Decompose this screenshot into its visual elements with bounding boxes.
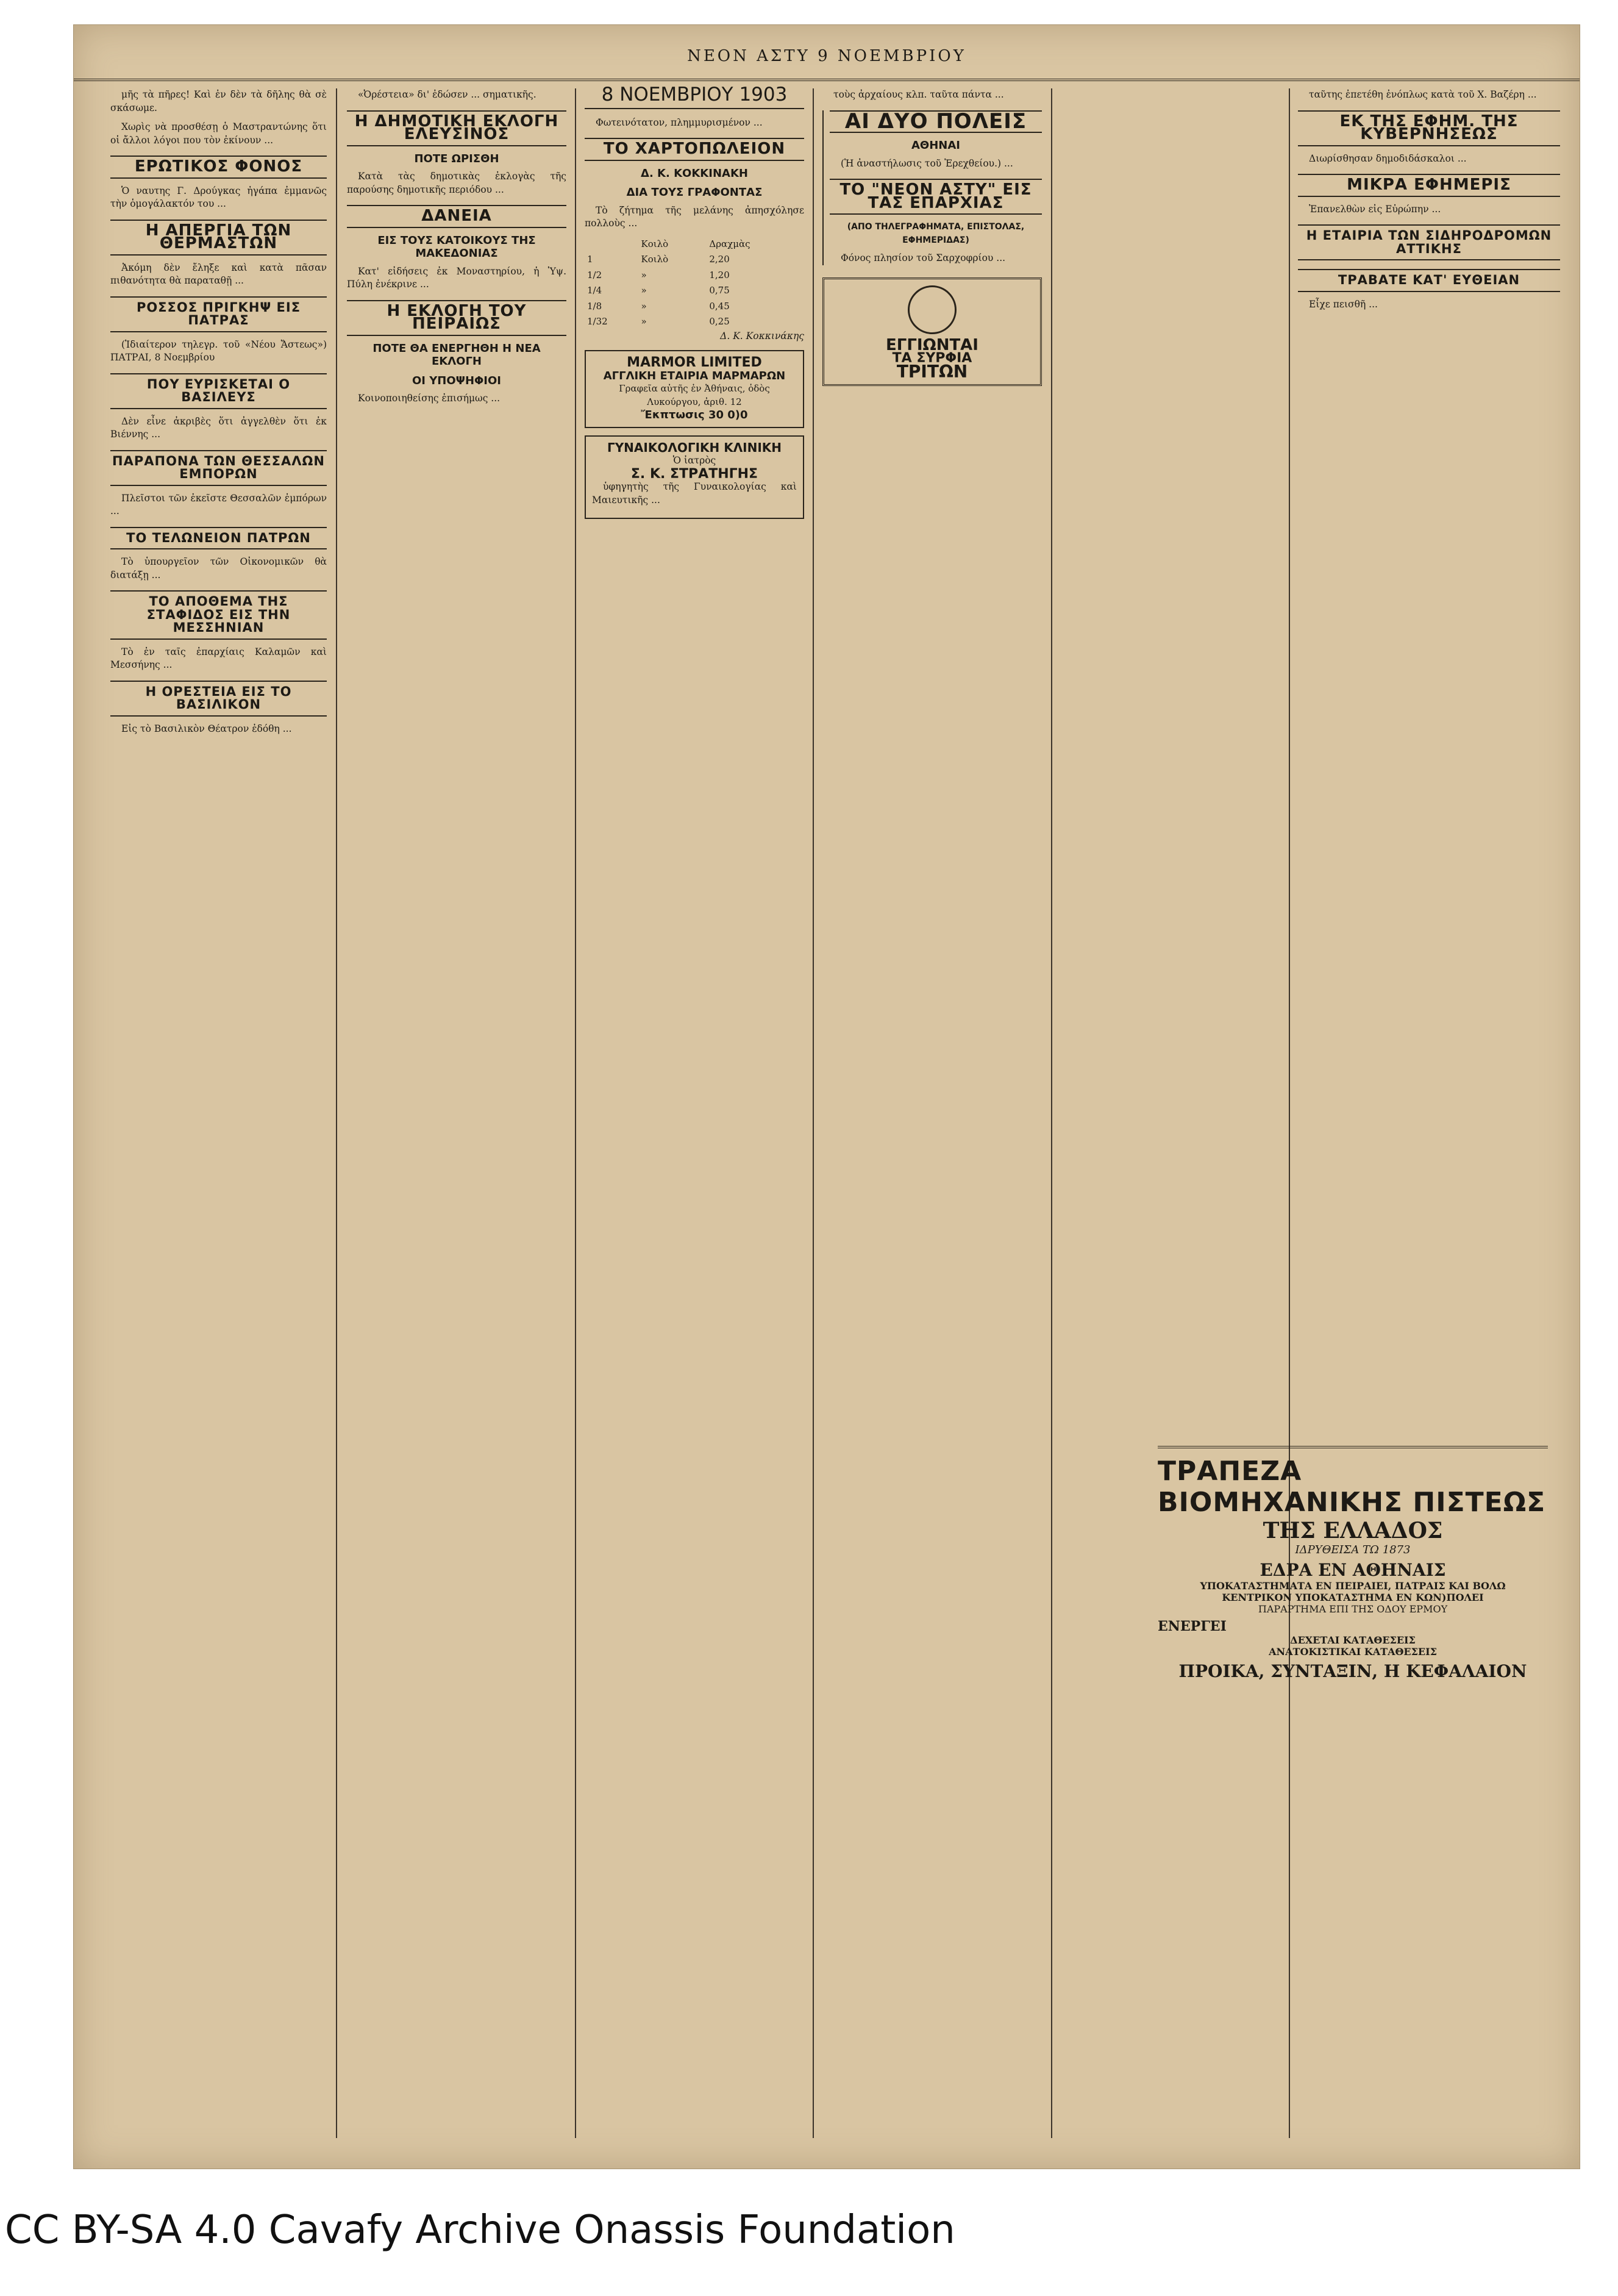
- table-cell: »: [641, 300, 647, 312]
- headline: ΤΟ ΤΕΛΩΝΕΙΟΝ ΠΑΤΡΩΝ: [110, 527, 327, 550]
- bank-branches: ΥΠΟΚΑΤΑΣΤΗΜΑΤΑ ΕΝ ΠΕΙΡΑΙΕΙ, ΠΑΤΡΑΙΣ ΚΑΙ ΒΟΛΩ: [1200, 1580, 1506, 1592]
- table-cell: 0,45: [709, 300, 730, 312]
- newspaper-page: [73, 24, 1580, 2169]
- headline: Η ΔΗΜΟΤΙΚΗ ΕΚΛΟΓΗ ΕΛΕΥΣΙΝΟΣ: [347, 110, 566, 146]
- table-header-cell: [585, 237, 639, 252]
- subheadline: (ΑΠΟ ΤΗΛΕΓΡΑΦΗΜΑΤΑ, ΕΠΙΣΤΟΛΑΣ, ΕΦΗΜΕΡΙΔΑΣ): [847, 222, 1025, 245]
- bank-founded: ΙΔΡΥΘΕΙΣΑ ΤΩ 1873: [1295, 1543, 1411, 1556]
- article-text: ταῦτης ἐπετέθη ἐνόπλως κατὰ τοῦ Χ. Βαζέρη ...: [1309, 89, 1537, 100]
- table-row: [585, 314, 804, 330]
- article-text: μῆς τὰ πῆρες! Καὶ ἐν δὲν τὰ δῆλης θὰ σὲ σκάσωμε.: [110, 89, 327, 113]
- headline: ΔΑΝΕΙΑ: [347, 205, 566, 228]
- table-row: [585, 299, 804, 315]
- subheadline: ΔΙΑ ΤΟΥΣ ΓΡΑΦΟΝΤΑΣ: [626, 186, 763, 199]
- article-text: Κοινοποιηθείσης ἐπισήμως ...: [358, 393, 501, 404]
- article-text: Ἀκόμη δὲν ἔληξε καὶ κατὰ πᾶσαν πιθανότητα θὰ παραταθῇ ...: [110, 262, 327, 286]
- table-header-cell: Κοιλὸ: [641, 238, 669, 249]
- table-cell: Κοιλὸ: [641, 254, 669, 265]
- bank-ad: [1158, 1446, 1548, 1681]
- table-row: [585, 283, 804, 299]
- table-header-cell: Δραχμὰς: [709, 238, 750, 249]
- bank-dowry: ΠΡΟΙΚΑ, ΣΥΝΤΑΞΙΝ, Η ΚΕΦΑΛΑΙΟΝ: [1178, 1661, 1527, 1681]
- subheadline: ΑΘΗΝΑΙ: [911, 139, 960, 152]
- headline: ΤΟ ΑΠΟΘΕΜΑ ΤΗΣ ΣΤΑΦΙΔΟΣ ΕΙΣ ΤΗΝ ΜΕΣΣΗΝΙΑΝ: [110, 590, 327, 640]
- article-text: Φωτεινότατον, πλημμυρισμένον ...: [596, 116, 763, 128]
- subheadline: ΠΟΤΕ ΘΑ ΕΝΕΡΓΗΘΗ Η ΝΕΑ ΕΚΛΟΓΗ: [372, 342, 541, 368]
- column-2: [347, 88, 566, 412]
- table-row: [585, 252, 804, 268]
- column-5: [1298, 88, 1560, 317]
- signature: Δ. Κ. Κοκκινάκης: [720, 330, 804, 342]
- masthead: [74, 36, 1580, 81]
- subheadline: Δ. Κ. ΚΟΚΚΙΝΑΚΗ: [641, 166, 748, 180]
- subheadline: ΟΙ ΥΠΟΨΗΦΙΟΙ: [412, 374, 502, 387]
- article-text: Φόνος πλησίον τοῦ Σαρχοφρίου ...: [841, 252, 1006, 263]
- article-text: Τὸ ἐν ταῖς ἐπαρχίαις Καλαμῶν καὶ Μεσσήνης ...: [110, 646, 327, 670]
- ad-text: Ὁ ἰατρὸς: [672, 455, 716, 466]
- license-footer: [0, 2186, 1618, 2296]
- column-rule: [1289, 88, 1290, 2138]
- headline: Η ΑΠΕΡΓΙΑ ΤΩΝ ΘΕΡΜΑΣΤΩΝ: [110, 220, 327, 256]
- subheadline: ΕΙΣ ΤΟΥΣ ΚΑΤΟΙΚΟΥΣ ΤΗΣ ΜΑΚΕΔΟΝΙΑΣ: [377, 234, 536, 260]
- two-cities-box: [822, 110, 1042, 265]
- bank-seat: ΕΔΡΑ ΕΝ ΑΘΗΝΑΙΣ: [1260, 1560, 1446, 1580]
- column-rule: [813, 88, 814, 2138]
- ad-discount: Ἔκπτωσις 30 0)0: [641, 409, 748, 421]
- headline: ΕΡΩΤΙΚΟΣ ΦΟΝΟΣ: [110, 156, 327, 179]
- article-text: Ὁ ναυτης Γ. Δρούγκας ἠγάπα ἐμμανῶς τὴν ὁμογάλακτόν του ...: [110, 185, 327, 209]
- article-text: Πλεῖστοι τῶν ἐκεῖστε Θεσσαλῶν ἐμπόρων ...: [110, 492, 327, 517]
- article-text: Ἐπανελθὼν εἰς Εὐρώπην ...: [1309, 203, 1441, 215]
- ad-text: ΕΓΓΙΩΝΤΑΙ: [886, 335, 978, 354]
- article-text: Κατ' εἰδήσεις ἐκ Μοναστηρίου, ἡ Ὑψ. Πύλη ἐνέκρινε ...: [347, 265, 566, 290]
- table-cell: »: [641, 285, 647, 296]
- article-text: Χωρὶς νὰ προσθέσῃ ὁ Μαστραντώνης ὅτι οἱ ἄλλοι λόγοι που τὸν ἐκίνουν ...: [110, 121, 327, 146]
- table-cell: 1/2: [587, 269, 602, 281]
- headline: ΠΟΥ ΕΥΡΙΣΚΕΤΑΙ Ο ΒΑΣΙΛΕΥΣ: [110, 373, 327, 409]
- ad-subtitle: ΑΓΓΛΙΚΗ ΕΤΑΙΡΙΑ ΜΑΡΜΑΡΩΝ: [603, 369, 786, 382]
- ad-title: ΓΥΝΑΙΚΟΛΟΓΙΚΗ ΚΛΙΝΙΚΗ: [607, 440, 782, 455]
- license-text: CC BY-SA 4.0 Cavafy Archive Onassis Foundation: [5, 2208, 955, 2253]
- article-text: Δὲν εἶνε ἀκριβὲς ὅτι ἀγγελθὲν ὅτι ἐκ Βιέννης ...: [110, 415, 327, 440]
- table-cell: »: [641, 269, 647, 281]
- bank-deposits: ΔΕΧΕΤΑΙ ΚΑΤΑΘΕΣΕΙΣ: [1290, 1634, 1416, 1646]
- marmor-ad: [585, 350, 804, 428]
- headline: ΕΚ ΤΗΣ ΕΦΗΜ. ΤΗΣ ΚΥΒΕΡΝΗΣΕΩΣ: [1298, 110, 1560, 146]
- article-text: Τὸ ὑπουργεῖον τῶν Οἰκονομικῶν θὰ διατάξῃ ...: [110, 556, 327, 581]
- article-text: «Ὀρέστεια» δι' ἐδώσεν ... σηματικῆς.: [358, 89, 536, 100]
- table-cell: »: [641, 316, 647, 327]
- column-rule: [1051, 88, 1052, 2138]
- triton-ad: [822, 277, 1042, 387]
- headline: Η ΕΤΑΙΡΙΑ ΤΩΝ ΣΙΔΗΡΟΔΡΟΜΩΝ ΑΤΤΙΚΗΣ: [1298, 224, 1560, 260]
- table-row: [585, 268, 804, 284]
- ad-text: ΤΑ ΣΥΡΦΙΑ: [892, 351, 972, 366]
- triton-emblem-icon: [908, 285, 957, 334]
- article-text: Κατὰ τὰς δημοτικὰς ἐκλογὰς τῆς παρούσης δημοτικῆς περιόδου ...: [347, 171, 566, 195]
- column-rule: [336, 88, 337, 2138]
- table-cell: 2,20: [709, 254, 730, 265]
- bank-annex: ΠΑΡΑΡΤΗΜΑ ΕΠΙ ΤΗΣ ΟΔΟΥ ΕΡΜΟΥ: [1258, 1603, 1448, 1615]
- article-text: (Ἡ ἀναστήλωσις τοῦ Ἐρεχθείου.) ...: [841, 157, 1013, 169]
- table-cell: 0,25: [709, 316, 730, 327]
- table-cell: 1: [587, 254, 593, 265]
- article-text: Τὸ ζήτημα τῆς μελάνης ἀπησχόλησε πολλοὺς ...: [585, 204, 804, 229]
- clinic-ad: [585, 435, 804, 520]
- column-4: [822, 88, 1042, 386]
- headline: ΡΟΣΣΟΣ ΠΡΙΓΚΗΨ ΕΙΣ ΠΑΤΡΑΣ: [110, 296, 327, 332]
- ad-title: ΤΡΙΤΩΝ: [896, 361, 968, 382]
- bank-compound-deposits: ΑΝΑΤΟΚΙΣΤΙΚΑΙ ΚΑΤΑΘΕΣΕΙΣ: [1269, 1646, 1437, 1658]
- article-text: τοὺς ἀρχαίους κλπ. ταῦτα πάντα ...: [833, 89, 1004, 100]
- ad-text: ὑφηγητὴς τῆς Γυναικολογίας καὶ Μαιευτικῆς ...: [592, 481, 797, 506]
- bank-central: ΚΕΝΤΡΙΚΟΝ ΥΠΟΚΑΤΑΣΤΗΜΑ ΕΝ ΚΩΝ)ΠΟΛΕΙ: [1222, 1592, 1484, 1603]
- ad-address: Γραφεῖα αὐτῆς ἐν Ἀθήναις, ὁδὸς Λυκούργου, ἀριθ. 12: [619, 383, 770, 407]
- table-cell: 1/32: [587, 316, 608, 327]
- date-heading: 8 ΝΟΕΜΒΡΙΟΥ 1903: [585, 88, 804, 109]
- table-cell: 1/8: [587, 300, 602, 312]
- article-text: Διωρίσθησαν δημοδιδάσκαλοι ...: [1309, 152, 1467, 164]
- column-1: [110, 88, 327, 742]
- bank-operations: ΕΝΕΡΓΕΙ: [1158, 1618, 1227, 1634]
- bank-title: ΤΡΑΠΕΖΑ ΒΙΟΜΗΧΑΝΙΚΗΣ ΠΙΣΤΕΩΣ: [1158, 1456, 1546, 1518]
- masthead-text: ΝΕΟΝ ΑΣΤΥ 9 ΝΟΕΜΒΡΙΟΥ: [687, 47, 966, 65]
- headline: ΤΟ ΧΑΡΤΟΠΩΛΕΙΟΝ: [585, 138, 804, 161]
- table-cell: 0,75: [709, 285, 730, 296]
- headline: Η ΕΚΛΟΓΗ ΤΟΥ ΠΕΙΡΑΙΩΣ: [347, 300, 566, 336]
- headline: ΑΙ ΔΥΟ ΠΟΛΕΙΣ: [830, 110, 1042, 134]
- article-text: Εἰς τὸ Βασιλικὸν Θέατρον ἐδόθη ...: [121, 723, 292, 734]
- headline: ΠΑΡΑΠΟΝΑ ΤΩΝ ΘΕΣΣΑΛΩΝ ΕΜΠΟΡΩΝ: [110, 450, 327, 486]
- table-cell: 1/4: [587, 285, 602, 296]
- headline: ΤΡΑΒΑΤΕ ΚΑΤ' ΕΥΘΕΙΑΝ: [1298, 269, 1560, 292]
- column-3: [585, 84, 804, 526]
- table-cell: 1,20: [709, 269, 730, 281]
- headline: Η ΟΡΕΣΤΕΙΑ ΕΙΣ ΤΟ ΒΑΣΙΛΙΚΟΝ: [110, 681, 327, 717]
- headline: ΤΟ "ΝΕΟΝ ΑΣΤΥ" ΕΙΣ ΤΑΣ ΕΠΑΡΧΙΑΣ: [830, 179, 1042, 215]
- price-table: [585, 237, 804, 330]
- article-text: Εἶχε πεισθῆ ...: [1309, 298, 1378, 310]
- ad-title: Σ. Κ. ΣΤΡΑΤΗΓΗΣ: [630, 466, 758, 482]
- ad-title: MARMOR LIMITED: [627, 355, 762, 370]
- subheadline: ΠΟΤΕ ΩΡΙΣΘΗ: [414, 152, 499, 165]
- headline: ΜΙΚΡΑ ΕΦΗΜΕΡΙΣ: [1298, 174, 1560, 197]
- bank-subtitle: ΤΗΣ ΕΛΛΑΔΟΣ: [1263, 1518, 1443, 1543]
- column-rule: [575, 88, 576, 2138]
- article-text: (Ἰδιαίτερον τηλεγρ. τοῦ «Νέου Ἄστεως») ΠΑΤΡΑΙ, 8 Νοεμβρίου: [110, 338, 327, 363]
